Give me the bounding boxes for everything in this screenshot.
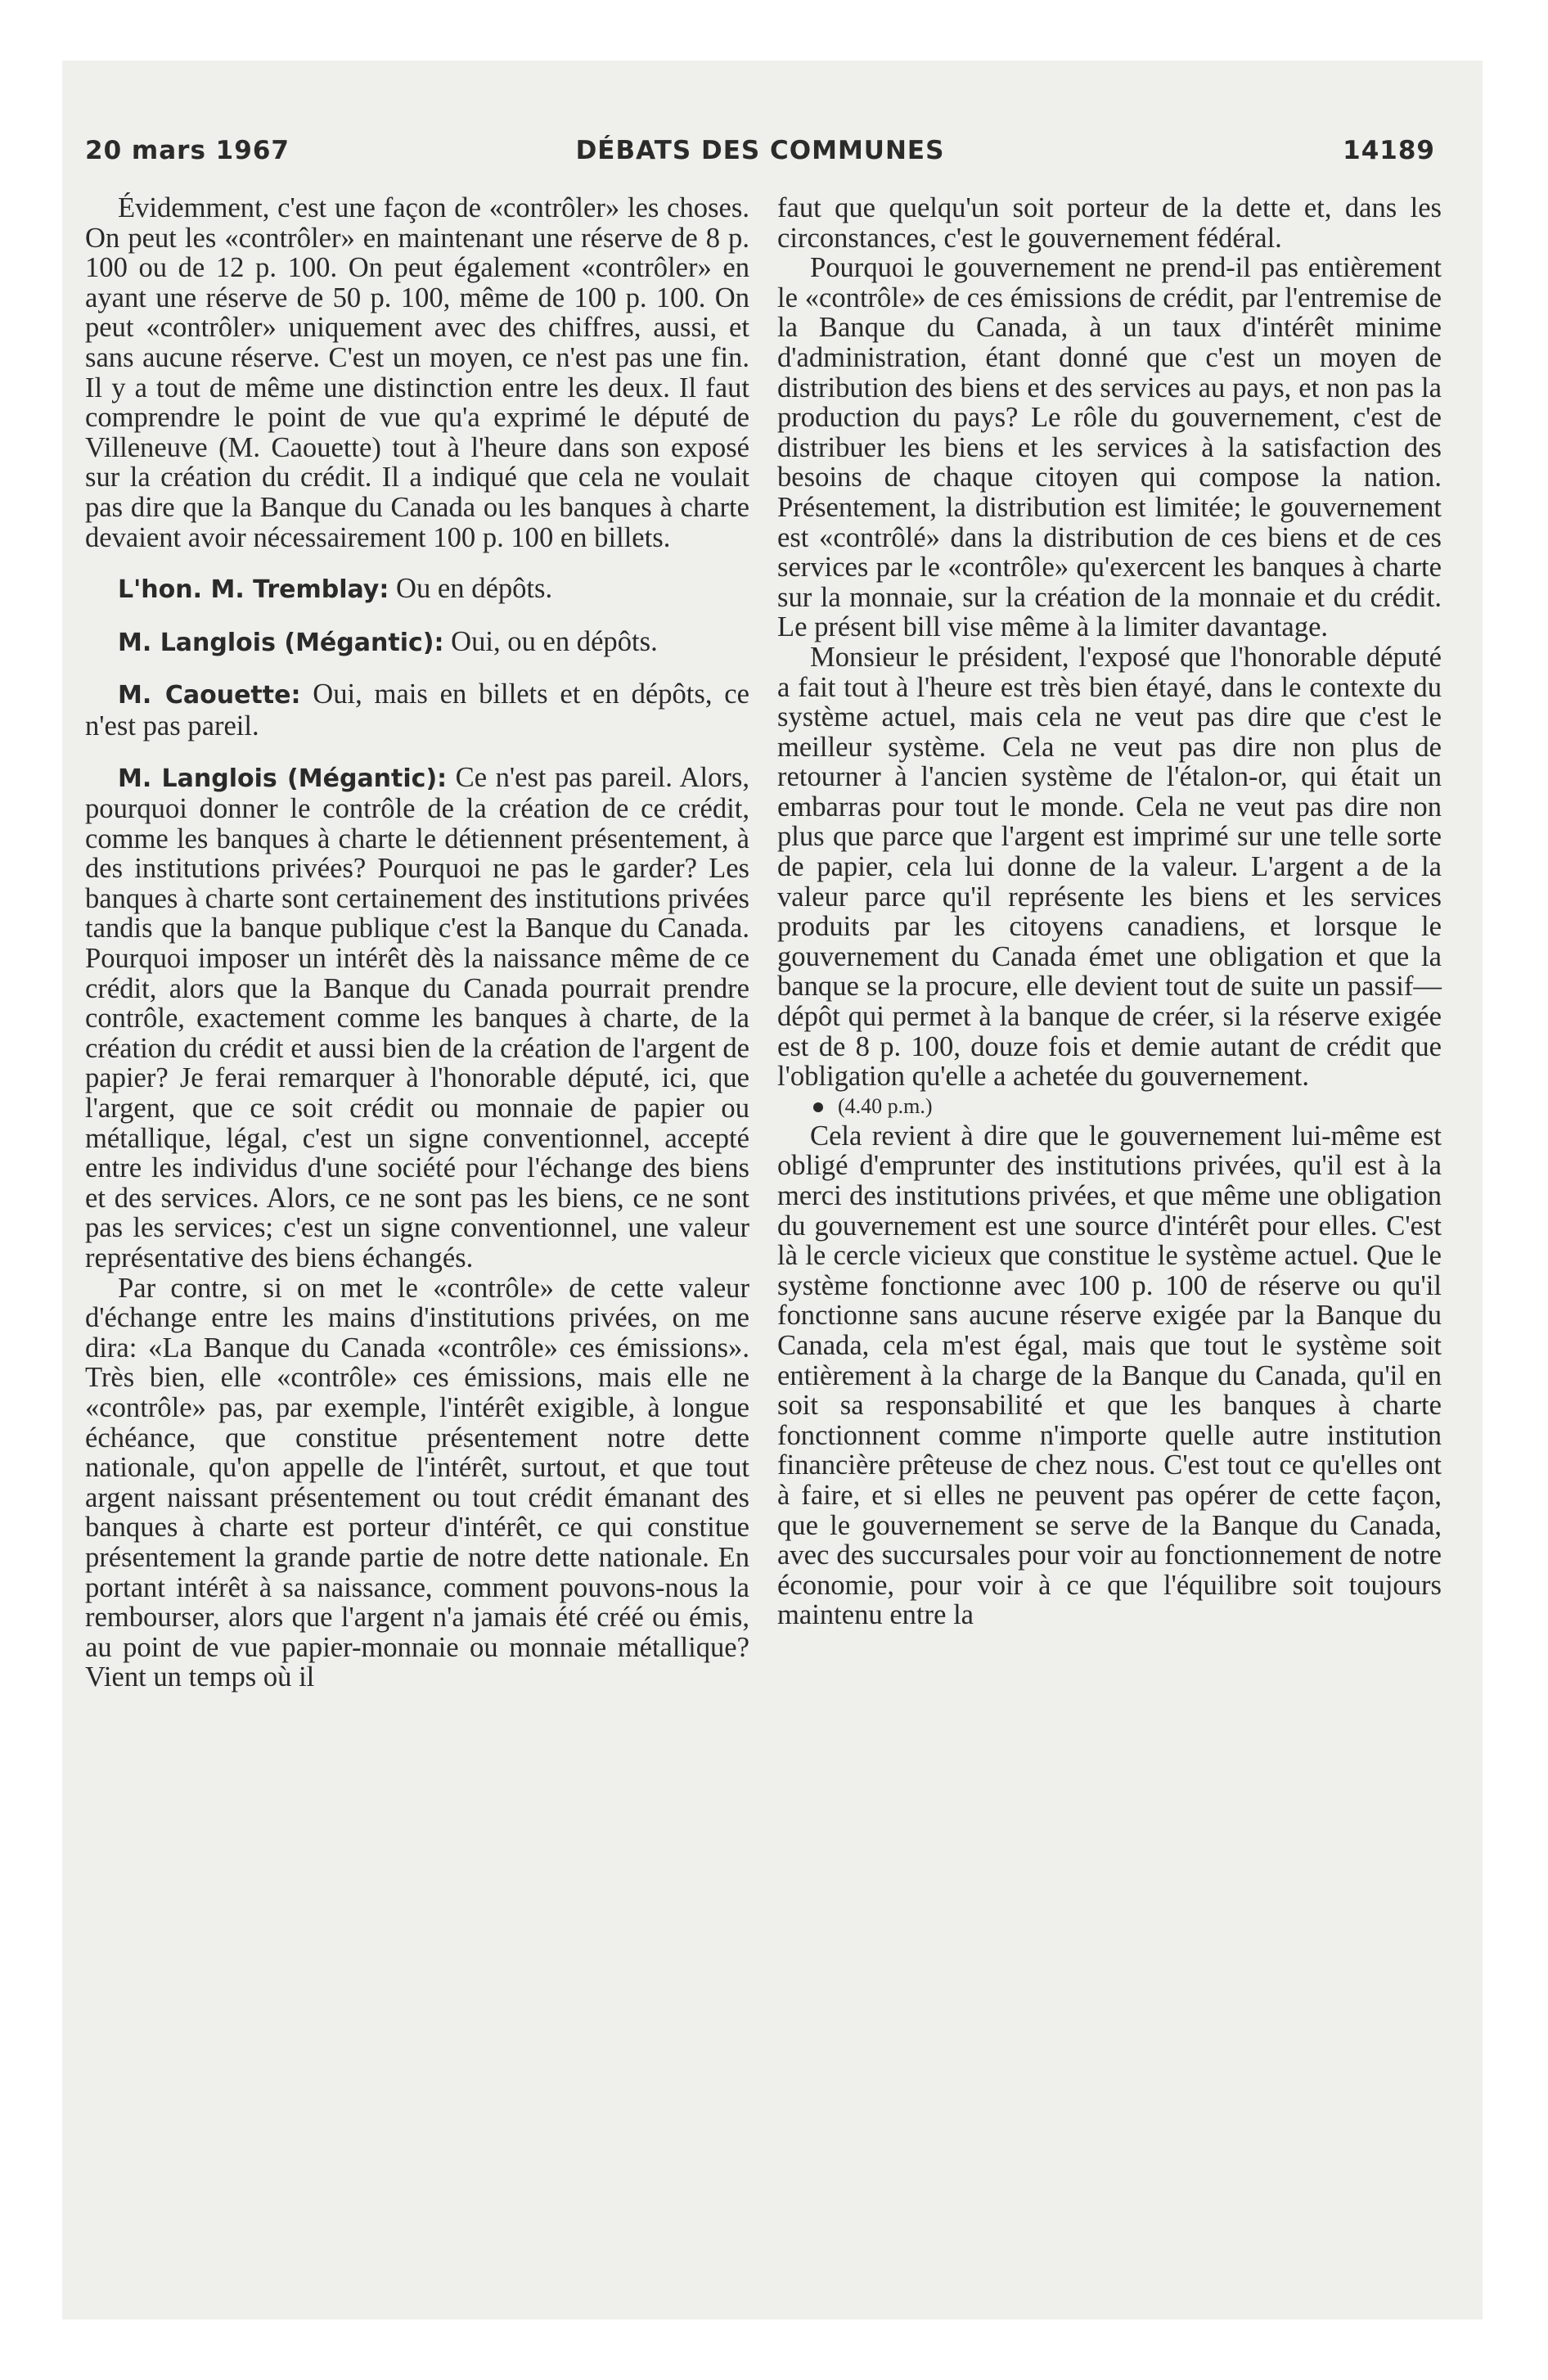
bullet-icon xyxy=(813,1102,823,1112)
paragraph: Évidemment, c'est une façon de «contrôler» les choses. On peut les «contrôler» en maintenant une réserve de 8 p. 100 ou de 12 p. 100. On peut également «contrôler» en ayant une réserve de 50 p. 100, même de 100 p. 100. On peut «contrôler» uniquement avec des chiffres, aussi, et sans aucune réserve. C'est un moyen, ce n'est pas une fin. Il y a tout de même une distinction entre les deux. Il faut comprendre le point de vue qu'a exprimé le député de Villeneuve (M. Caouette) tout à l'heure dans son exposé sur la création du crédit. Il a indiqué que cela ne voulait pas dire que la Banque du Canada ou les banques à charte devaient avoir nécessairement 100 p. 100 en billets. xyxy=(85,192,749,553)
right-column xyxy=(777,193,1442,1630)
paragraph: Par contre, si on met le «contrôle» de cette valeur d'échange entre les mains d'institutions privées, on me dira: «La Banque du Canada «contrôle» ces émissions». Très bien, elle «contrôle» ces émissions, mais elle ne «contrôle» pas, par exemple, l'intérêt exigible, à longue échéance, que constitue présentement notre dette nationale, qu'on appelle de l'intérêt, surtout, et que tout argent naissant présentement ou tout crédit émanant des banques à charte est porteur d'intérêt, ce qui constitue présentement la grande partie de notre dette nationale. En portant intérêt à sa naissance, comment pouvons-nous la rembourser, alors que l'argent n'a jamais été créé ou émis, au point de vue papier-monnaie ou monnaie métallique? Vient un temps où il xyxy=(85,1272,749,1693)
speaker-name: L'hon. M. Tremblay: xyxy=(118,575,389,605)
speaker-name: M. Langlois (Mégantic): xyxy=(118,764,448,793)
speech-caouette xyxy=(85,679,749,741)
header-page-number: 14189 xyxy=(1343,136,1435,165)
paragraph: Cela revient à dire que le gouvernement lui-même est obligé d'emprunter des institutions privées, qu'il est à la merci des institutions privées, et que même une obligation du gouvernement est une source d'intérêt pour elles. C'est là le cercle vicieux que constitue le système actuel. Que le système fonctionne avec 100 p. 100 de réserve ou qu'il fonctionne sans aucune réserve exigée par la Banque du Canada, cela m'est égal, mais que tout le système soit entièrement à la charge de la Banque du Canada, qu'il en soit sa responsabilité et que les banques à charte fonctionnent comme n'importe quelle autre institution financière prêteuse de chez nous. C'est tout ce qu'elles ont à faire, et si elles ne peuvent pas opérer de cette façon, que le gouvernement se serve de la Banque du Canada, avec des succursales pour voir au fonctionnement de notre économie, pour voir à ce que l'équilibre soit toujours maintenu entre la xyxy=(777,1120,1442,1631)
left-column xyxy=(85,193,749,1693)
header-title: DÉBATS DES COMMUNES xyxy=(575,136,945,165)
paragraph: Monsieur le président, l'exposé que l'honorable député a fait tout à l'heure est très bien étayé, dans le contexte du système actuel, mais cela ne veut pas dire que c'est le meilleur système. Cela ne veut pas dire non plus de retourner à l'ancien système de l'étalon-or, qui était un embarras pour tout le monde. Cela ne veut pas dire non plus que parce que l'argent est imprimé sur une telle sorte de papier, cela lui donne de la valeur. L'argent a de la valeur parce qu'il représente les biens et les services produits par les citoyens canadiens, et lorsque le gouvernement du Canada émet une obligation et que la banque se la procure, elle devient tout de suite un passif—dépôt qui permet à la banque de créer, si la réserve exigée est de 8 p. 100, douze fois et demie autant de crédit que l'obligation qu'elle a achetée du gouvernement. xyxy=(777,641,1442,1093)
header-date: 20 mars 1967 xyxy=(85,136,290,165)
speaker-name: M. Langlois (Mégantic): xyxy=(118,628,444,657)
speech-langlois-2 xyxy=(85,763,749,1273)
speech-langlois xyxy=(85,627,749,659)
paragraph: faut que quelqu'un soit porteur de la dette et, dans les circonstances, c'est le gouvernement fédéral. xyxy=(777,192,1442,254)
time-marker xyxy=(777,1092,1442,1121)
time-stamp: (4.40 p.m.) xyxy=(838,1093,933,1118)
speech-text: Ou en dépôts. xyxy=(396,573,553,605)
speech-text: Ce n'est pas pareil. Alors, pourquoi donner le contrôle de la création de ce crédit, comme les banques à charte le détiennent présentement, à des institutions privées? Pourquoi ne pas le garder? Les banques à charte sont certainement des institutions privées tandis que la banque publique c'est la Banque du Canada. Pourquoi imposer un intérêt dès la naissance même de ce crédit, alors que la Banque du Canada pourrait prendre contrôle, exactement comme les banques à charte, de la création du crédit et aussi bien de la création de l'argent de papier? Je ferai remarquer à l'honorable député, ici, que l'argent, que ce soit crédit ou monnaie de papier ou métallique, légal, c'est un signe conventionnel, accepté entre les individus d'une société pour l'échange des biens et des services. Alors, ce ne sont pas les biens, ce ne sont pas les services; c'est un signe conventionnel, une valeur représentative des biens échangés. xyxy=(85,761,749,1273)
speech-tremblay xyxy=(85,574,749,606)
speaker-name: M. Caouette: xyxy=(118,681,301,710)
paragraph: Pourquoi le gouvernement ne prend-il pas entièrement le «contrôle» de ces émissions de crédit, par l'entremise de la Banque du Canada, à un taux d'intérêt minime d'administration, étant donné que c'est un moyen de distribution des biens et des services au pays, et non pas la production du pays? Le rôle du gouvernement, c'est de distribuer les biens et les services à la satisfaction des besoins de chaque citoyen qui compose la nation. Présentement, la distribution est limitée; le gouvernement est «contrôlé» dans la distribution de ces biens et de ces services par le «contrôle» qu'exercent les banques à charte sur la monnaie, sur la création de la monnaie et du crédit. Le présent bill vise même à la limiter davantage. xyxy=(777,252,1442,643)
page-header xyxy=(85,136,1435,172)
speech-text: Oui, ou en dépôts. xyxy=(451,625,658,657)
speech-text: Oui, mais en billets et en dépôts, ce n'est pas pareil. xyxy=(85,678,749,741)
